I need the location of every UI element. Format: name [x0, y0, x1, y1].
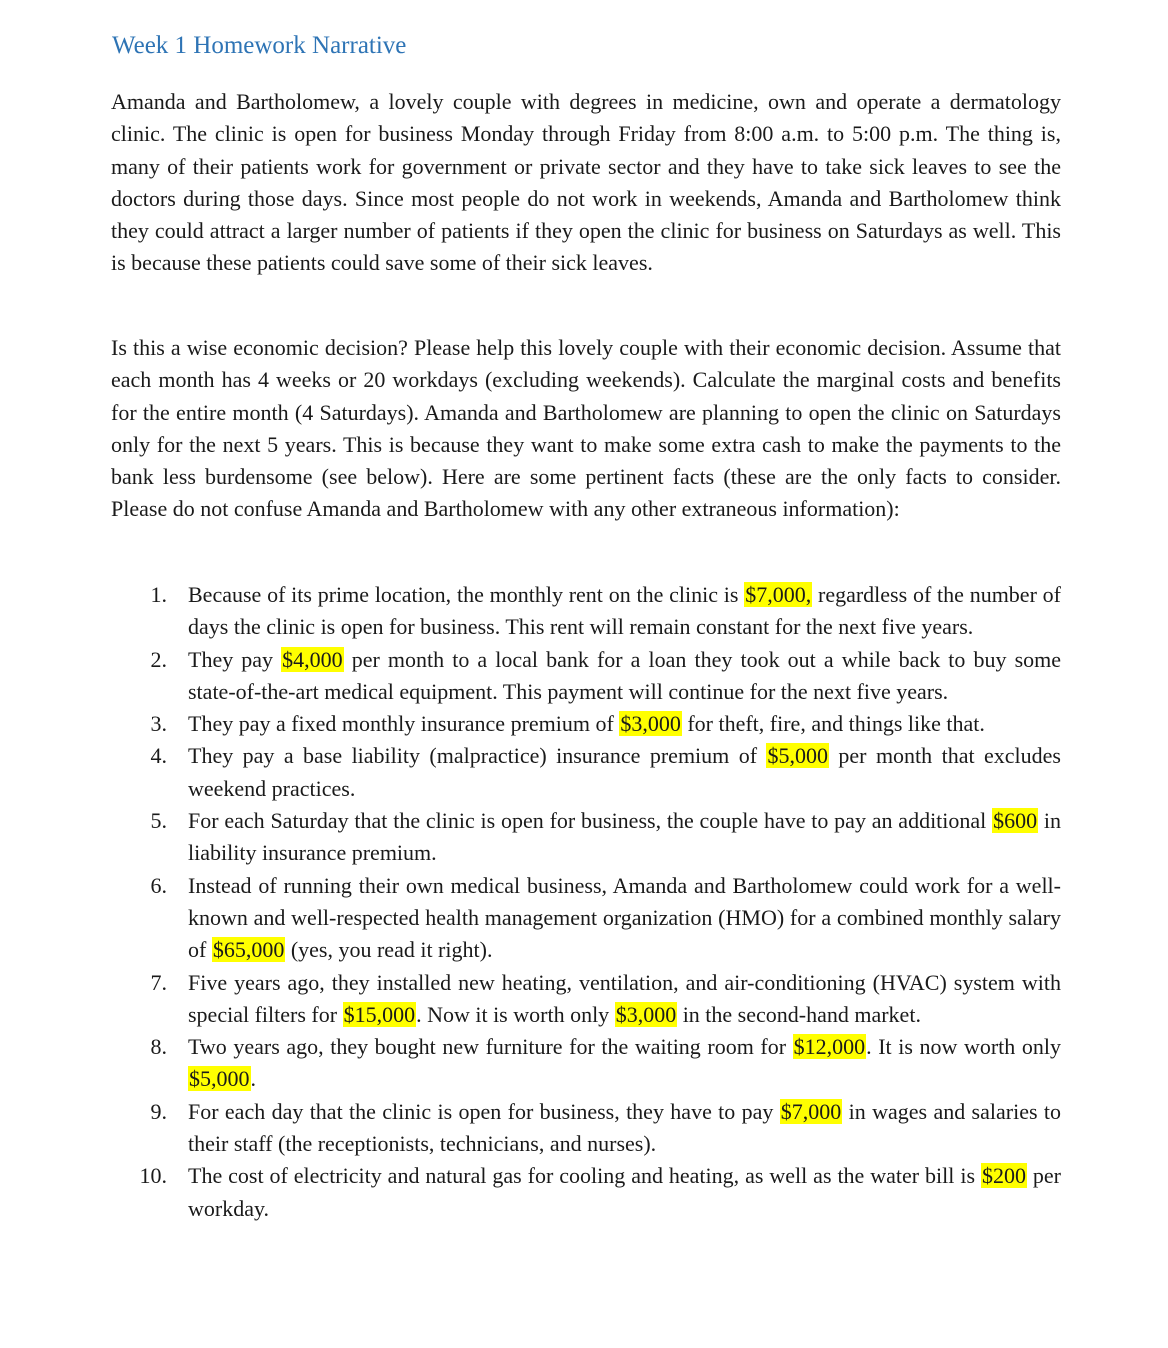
highlighted-amount: $15,000 [343, 1001, 416, 1027]
fact-item [111, 644, 1061, 709]
highlighted-amount: $7,000 [780, 1098, 842, 1124]
fact-text: in wages and salaries to their staff (the receptionists, technicians, and nurses). [188, 1098, 1061, 1157]
fact-number: 5. [150, 808, 167, 834]
fact-item [111, 708, 1061, 740]
fact-text: For each day that the clinic is open for business, they have to pay [188, 1098, 780, 1124]
fact-text: in the second-hand market. [677, 1001, 921, 1027]
fact-text: They pay a fixed monthly insurance premium of [188, 711, 620, 737]
fact-item [111, 579, 1061, 644]
fact-text: For each Saturday that the clinic is open for business, the couple have to pay an additional [188, 808, 993, 834]
fact-text: per month that excludes weekend practices. [188, 743, 1061, 801]
fact-item [111, 740, 1061, 805]
intro-paragraph: Amanda and Bartholomew, a lovely couple with degrees in medicine, own and operate a dermatology clinic. The clinic is open for business Monday through Friday from 8:00 a.m. to 5:00 p.m. The thing is, many of their patients work for government or private sector and they have to take sick leaves to see the doctors during those days. Since most people do not work in weekends, Amanda and Bartholomew think they could attract a larger number of patients if they open the clinic for business on Saturdays as well. This is because these patients could save some of their sick leaves. [111, 89, 1061, 276]
fact-text: in liability insurance premium. [188, 808, 1061, 866]
facts-list [111, 579, 1061, 1225]
fact-number: 1. [150, 582, 167, 607]
highlighted-amount: $7,000, [745, 582, 812, 607]
fact-number: 8. [150, 1034, 167, 1060]
fact-item [111, 805, 1061, 870]
fact-text: regardless of the number of days the clinic is open for business. This rent will remain constant for the next five years. [188, 582, 1062, 640]
fact-text: Instead of running their own medical business, Amanda and Bartholomew could work for a well-known and well-respected health management organization (HMO) for a combined monthly salary of [188, 872, 1061, 963]
highlighted-amount: $3,000 [620, 711, 681, 737]
fact-text: per month to a local bank for a loan they took out a while back to buy some state-of-the-art medical equipment. This payment will continue for the next five years. [188, 646, 1062, 704]
fact-item [111, 967, 1061, 1032]
fact-text: Because of its prime location, the monthly rent on the clinic is [188, 582, 745, 607]
document-title: Week 1 Homework Narrative [112, 32, 407, 59]
highlighted-amount: $200 [981, 1163, 1026, 1189]
highlighted-amount: $12,000 [793, 1034, 866, 1060]
fact-number: 9. [150, 1098, 167, 1124]
fact-number: 6. [150, 872, 167, 898]
fact-item [111, 1031, 1061, 1096]
highlighted-amount: $4,000 [282, 646, 343, 672]
fact-text: for theft, fire, and things like that. [681, 711, 985, 737]
highlighted-amount: $5,000 [767, 743, 828, 769]
fact-text: They pay a base liability (malpractice) insurance premium of [188, 743, 767, 769]
fact-number: 2. [150, 646, 167, 672]
fact-text: Five years ago, they installed new heating, ventilation, and air-conditioning (HVAC) system with special filters for [188, 969, 1061, 1027]
fact-item [111, 1160, 1061, 1225]
highlighted-amount: $65,000 [212, 937, 285, 963]
highlighted-amount: $600 [993, 808, 1038, 834]
fact-item [111, 1096, 1061, 1161]
fact-text: Two years ago, they bought new furniture for the waiting room for [188, 1034, 793, 1060]
fact-text: (yes, you read it right). [285, 937, 493, 963]
fact-text: per workday. [188, 1163, 1061, 1221]
fact-text: . It is now worth only [866, 1034, 1061, 1060]
fact-item [111, 870, 1061, 967]
question-paragraph: Is this a wise economic decision? Please help this lovely couple with their economic decision. Assume that each month has 4 weeks or 20 workdays (excluding weekends). Calculate the marginal costs and benefits for the entire month (4 Saturdays). Amanda and Bartholomew are planning to open the clinic on Saturdays only for the next 5 years. This is because they want to make some extra cash to make the payments to the bank less burdensome (see below). Here are some pertinent facts (these are the only facts to consider. Please do not confuse Amanda and Bartholomew with any other extraneous information): [111, 335, 1061, 522]
fact-number: 3. [150, 711, 167, 737]
fact-text: The cost of electricity and natural gas for cooling and heating, as well as the water bill is [188, 1163, 981, 1189]
highlighted-amount: $5,000 [189, 1066, 250, 1092]
fact-number: 10. [139, 1163, 167, 1189]
fact-text: They pay [188, 646, 282, 672]
fact-number: 7. [150, 969, 167, 995]
fact-text: . Now it is worth only [416, 1001, 615, 1027]
fact-number: 4. [150, 743, 167, 769]
fact-text: . [250, 1066, 256, 1092]
highlighted-amount: $3,000 [615, 1001, 677, 1027]
